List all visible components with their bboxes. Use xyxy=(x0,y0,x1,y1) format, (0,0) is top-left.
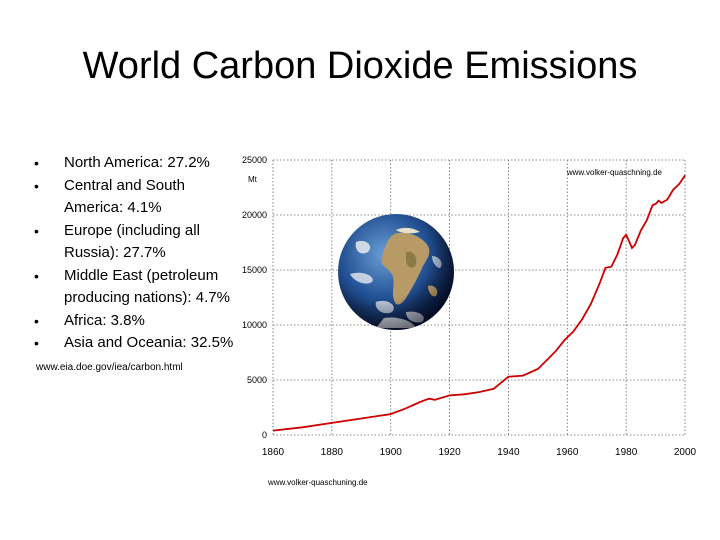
earth-globe-image xyxy=(336,212,456,332)
bullet-icon: • xyxy=(34,177,39,194)
emissions-share-list xyxy=(30,152,245,355)
list-item xyxy=(30,332,245,355)
list-item xyxy=(30,265,245,310)
list-item xyxy=(30,175,245,220)
bullet-icon: • xyxy=(34,267,39,284)
list-item-text: Middle East (petroleum producing nations): 4.7% xyxy=(64,266,230,306)
y-unit-label: Mt xyxy=(248,175,257,184)
y-tick-label: 0 xyxy=(261,430,267,440)
emissions-chart xyxy=(230,150,700,470)
bullet-icon: • xyxy=(34,222,39,239)
bullet-icon: • xyxy=(34,312,39,329)
source-link[interactable]: www.eia.doe.gov/iea/carbon.html xyxy=(36,362,183,373)
y-tick-label: 10000 xyxy=(241,320,267,330)
x-tick-label: 1980 xyxy=(615,447,638,458)
x-tick-label: 1920 xyxy=(438,447,461,458)
slide-title: World Carbon Dioxide Emissions xyxy=(82,45,638,87)
x-tick-label: 1860 xyxy=(261,447,285,458)
y-tick-label: 20000 xyxy=(241,210,267,220)
list-item xyxy=(30,310,245,333)
list-item-text: Central and South America: 4.1% xyxy=(64,176,185,216)
y-tick-label: 15000 xyxy=(241,265,267,275)
list-item-text: Europe (including all Russia): 27.7% xyxy=(64,221,200,261)
x-tick-label: 1880 xyxy=(320,447,343,458)
chart-grid xyxy=(273,160,685,435)
list-item xyxy=(30,220,245,265)
chart-watermark: www.volker-quaschning.de xyxy=(566,168,662,177)
series-line xyxy=(273,175,685,430)
x-tick-label: 1900 xyxy=(379,447,402,458)
x-tick-label: 2000 xyxy=(673,447,697,458)
list-item-text: North America: 27.2% xyxy=(64,154,210,171)
chart-svg xyxy=(230,150,700,470)
bullet-icon: • xyxy=(34,335,39,351)
x-tick-labels xyxy=(262,447,697,458)
bullet-icon: • xyxy=(34,155,39,171)
y-tick-labels xyxy=(242,155,267,440)
list-item-text: Asia and Oceania: 32.5% xyxy=(64,334,234,351)
x-tick-label: 1940 xyxy=(497,447,520,458)
y-tick-label: 5000 xyxy=(246,375,267,385)
footer-credit: www.volker-quaschuning.de xyxy=(268,478,368,487)
list-item-text: Africa: 3.8% xyxy=(64,311,145,329)
list-item xyxy=(30,152,245,175)
y-tick-label: 25000 xyxy=(241,155,267,165)
x-tick-label: 1960 xyxy=(556,447,579,458)
